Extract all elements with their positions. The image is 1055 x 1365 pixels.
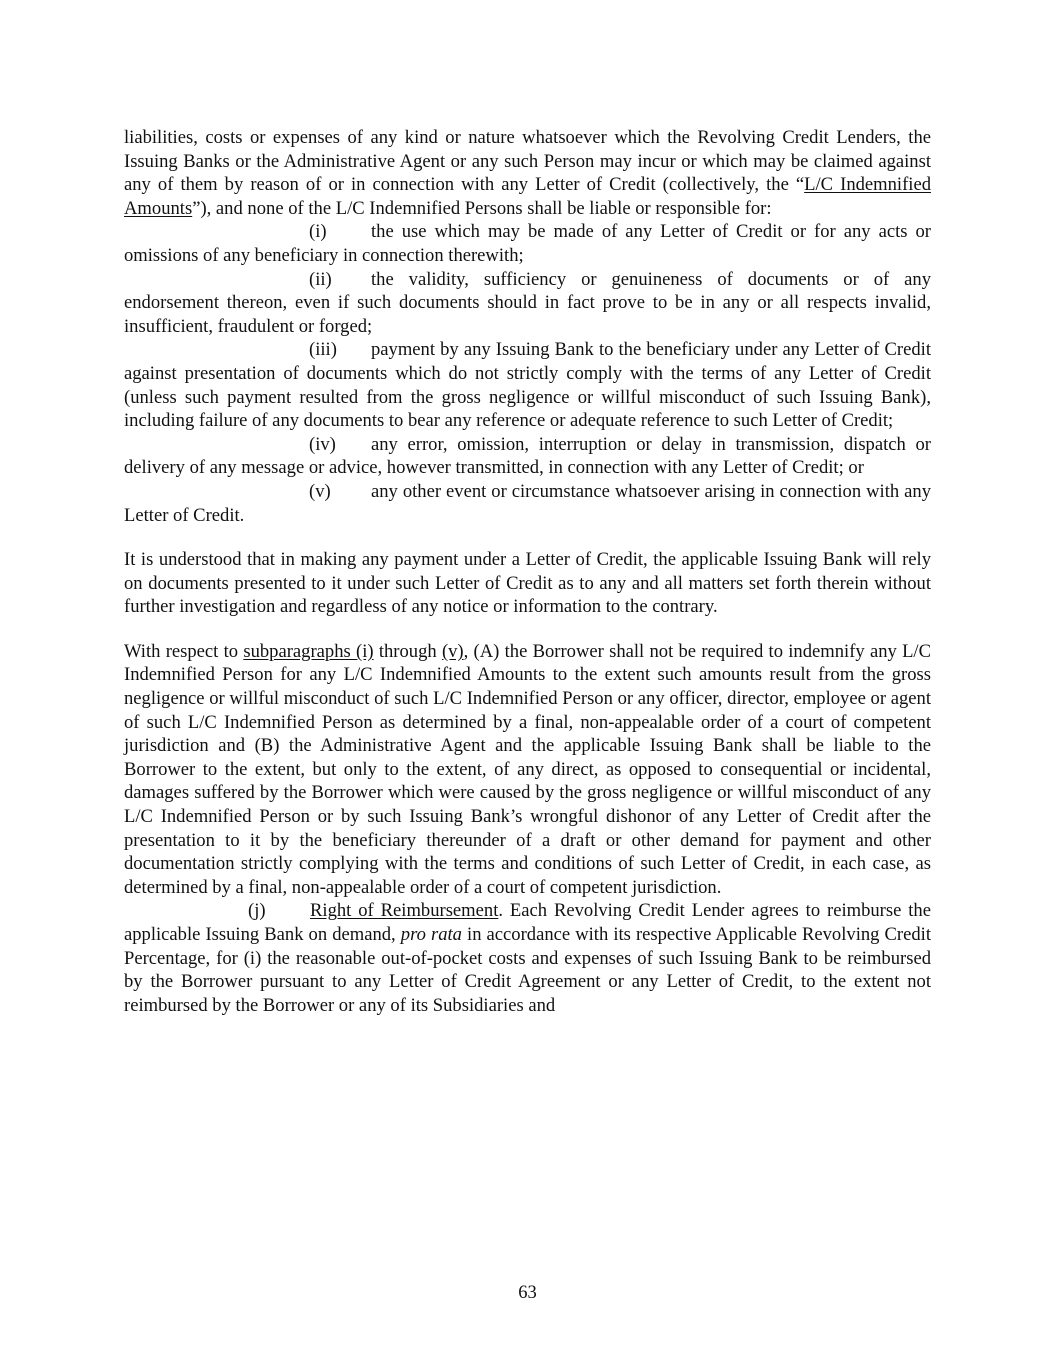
list-item-text: the use which may be made of any Letter of Credit or for any acts or omissions of any beneficiary in connection therewith;	[124, 221, 931, 266]
paragraph-indemnity-continuation	[124, 126, 931, 220]
paragraph-text: , (A) the Borrower shall not be required to indemnify any L/C Indemnified Person for any L/C Indemnified Amounts to the extent such amounts result from the gross negligence or willful misconduct of such L/C Indemnified Person or any officer, director, employee or agent of such L/C Indemnified Person as determined by a final, non-appealable order of a court of competent jurisdiction and (B) the Administrative Agent and the applicable Issuing Bank shall be liable to the Borrower to the extent, but only to the extent, of any direct, as opposed to consequential or incidental, damages suffered by the Borrower which were caused by the gross negligence or willful misconduct of any L/C Indemnified Person or by such Issuing Bank’s wrongful dishonor of any Letter of Credit after the presentation to it by the beneficiary thereunder of a draft or other demand for payment and other documentation strictly complying with the terms and conditions of such Letter of Credit, in each case, as determined by a final, non-appealable order of a court of competent jurisdiction.	[124, 640, 931, 898]
section-j-right-of-reimbursement	[124, 899, 931, 1017]
paragraph-text: With respect to	[124, 640, 244, 662]
paragraph-exceptions	[124, 640, 931, 900]
list-item-iii	[124, 338, 931, 432]
paragraph-reliance: It is understood that in making any payment under a Letter of Credit, the applicable Issuing Bank will rely on documents presented to it under such Letter of Credit as to any and all matters set forth therein without further investigation and regardless of any notice or information to the contrary.	[124, 549, 931, 618]
list-item-v	[124, 480, 931, 527]
italic-term-pro-rata: pro rata	[400, 924, 462, 945]
paragraph-text: through	[373, 640, 442, 662]
list-item-label: (v)	[309, 480, 331, 502]
defined-term-lc-indemnified-amounts: L/C Indemnified Amounts	[124, 174, 931, 219]
cross-reference-subparagraph-v: (v)	[441, 640, 464, 662]
list-item-label: (iv)	[309, 433, 336, 455]
cross-reference-subparagraph-i: subparagraphs (i)	[243, 640, 374, 662]
list-item-ii	[124, 268, 931, 339]
list-item-text: the validity, sufficiency or genuineness of documents or of any endorsement thereon, even if such documents should in fact prove to be in any or all respects invalid, insufficient, fraudulent or forged;	[124, 268, 931, 337]
list-item-label: (i)	[309, 221, 327, 243]
list-item-label: (ii)	[309, 268, 332, 290]
list-item-text: any other event or circumstance whatsoever arising in connection with any Letter of Credit.	[124, 480, 931, 526]
paragraph-text: . Each Revolving Credit Lender agrees to reimburse the applicable Issuing Bank on demand,	[124, 900, 931, 945]
list-item-label: (iii)	[309, 339, 337, 361]
document-page	[124, 126, 931, 1017]
list-item-iv	[124, 433, 931, 480]
section-label: (j)	[248, 900, 266, 922]
list-item-text: any error, omission, interruption or delay in transmission, dispatch or delivery of any message or advice, however transmitted, in connection with any Letter of Credit; or	[124, 433, 931, 479]
section-heading: Right of Reimbursement	[310, 900, 499, 922]
list-item-i	[124, 220, 931, 267]
paragraph-text: liabilities, costs or expenses of any kind or nature whatsoever which the Revolving Credit Lenders, the Issuing Banks or the Administrative Agent or any such Person may incur or which may be claimed against any of them by reason of or in connection with any Letter of Credit (collectively, the “	[124, 127, 931, 196]
paragraph-text: ”), and none of the L/C Indemnified Persons shall be liable or responsible for:	[192, 197, 772, 219]
list-item-text: payment by any Issuing Bank to the beneficiary under any Letter of Credit against presentation of documents which do not strictly comply with the terms of any Letter of Credit (unless such payment resulted from the gross negligence or willful misconduct of such Issuing Bank), including failure of any documents to bear any reference or adequate reference to such Letter of Credit;	[124, 339, 931, 432]
paragraph-text: in accordance with its respective Applicable Revolving Credit Percentage, for (i) the reasonable out-of-pocket costs and expenses of such Issuing Bank to be reimbursed by the Borrower pursuant to any Letter of Credit Agreement or any Letter of Credit, to the extent not reimbursed by the Borrower or any of its Subsidiaries and	[124, 924, 931, 1016]
page-number: 63	[518, 1282, 537, 1303]
